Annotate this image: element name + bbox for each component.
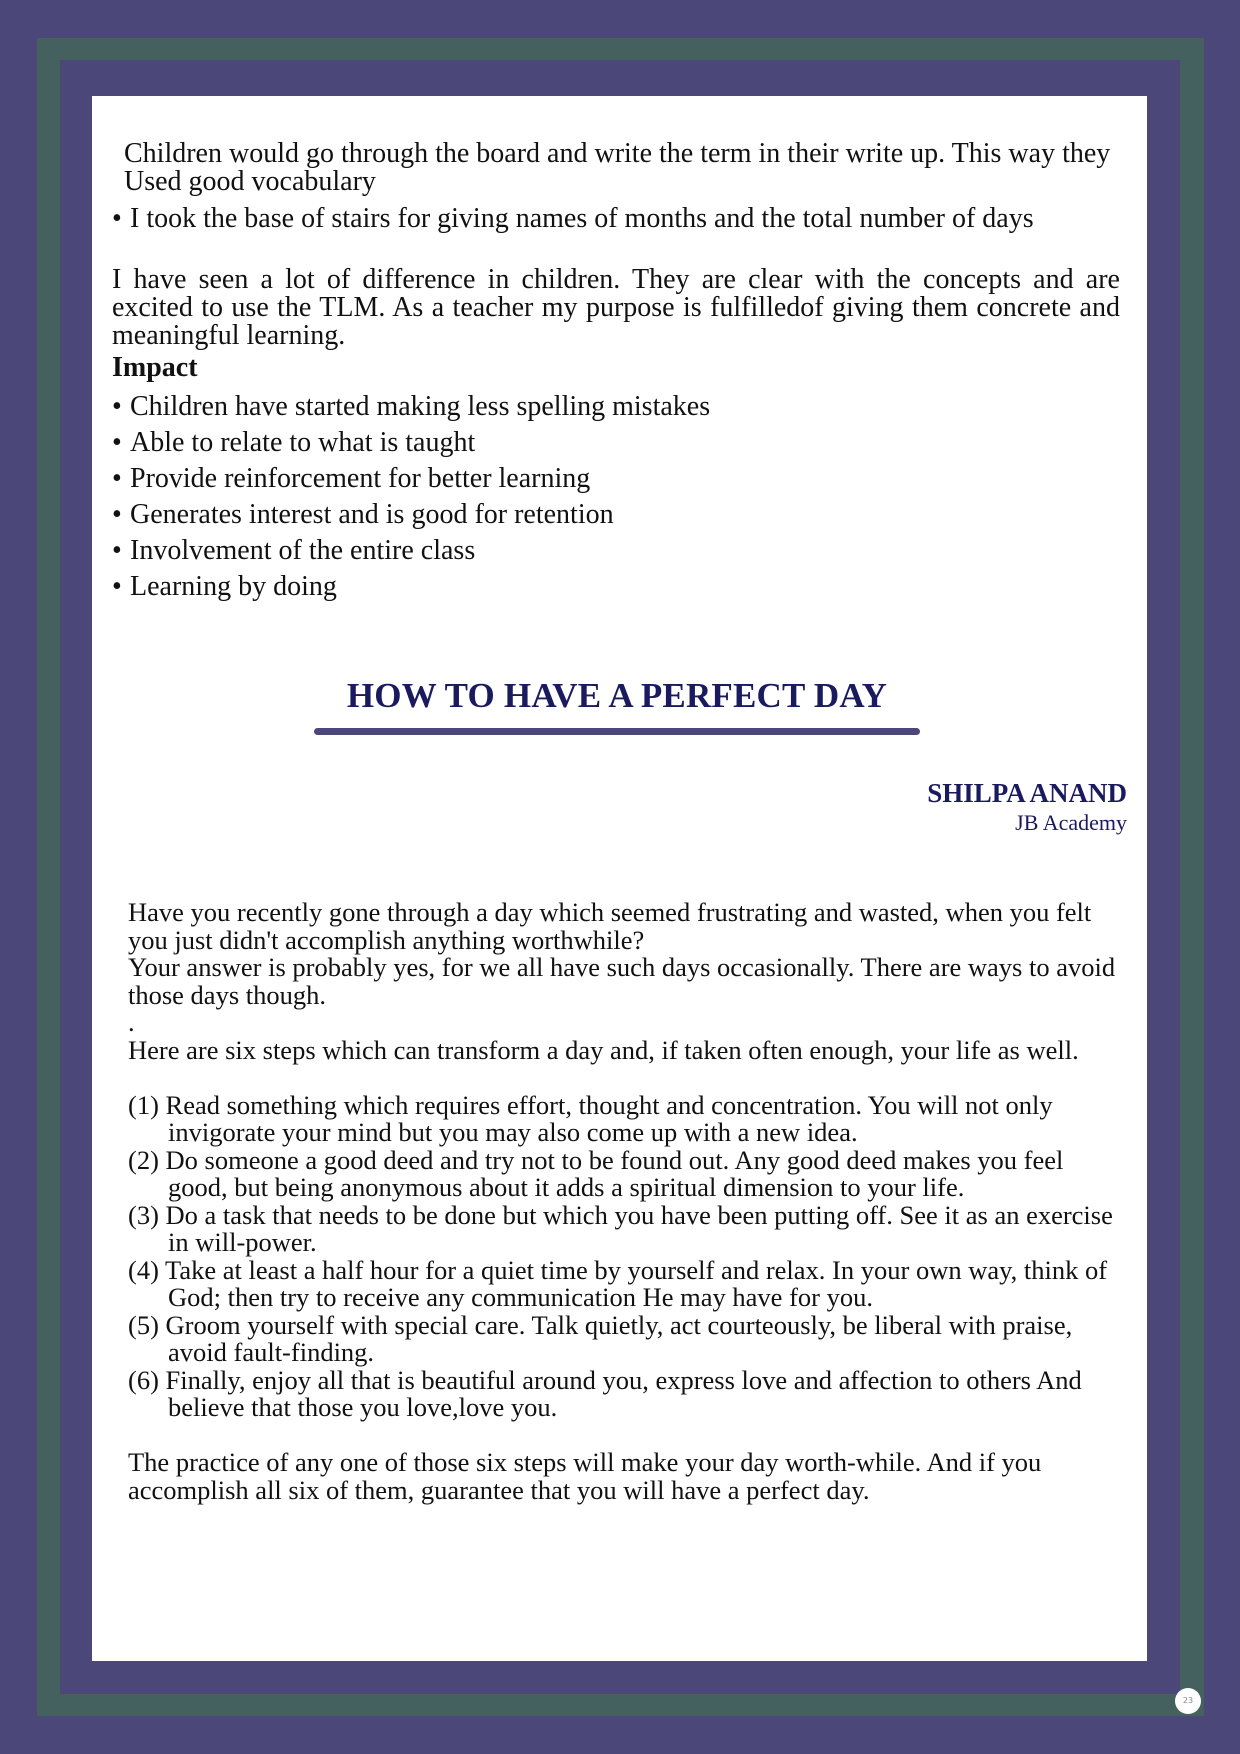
bullet-stairs-text: I took the base of stairs for giving names of months and the total number of days	[130, 203, 1034, 234]
step-item: (4) Take at least a half hour for a quiet time by yourself and relax. In your own way, think of God; then try to receive any communication He may have for you.	[128, 1254, 1108, 1312]
stray-dot: .	[128, 1007, 135, 1037]
impact-item-text: Children have started making less spelling mistakes	[130, 391, 711, 422]
impact-item	[112, 569, 710, 605]
impact-item	[112, 533, 710, 569]
title-underline	[314, 728, 920, 735]
impact-item	[112, 389, 710, 425]
steps-list	[128, 1089, 1128, 1422]
author-name: SHILPA ANAND	[927, 778, 1127, 808]
article-title-wrap	[314, 676, 920, 716]
impact-item-text: Able to relate to what is taught	[130, 427, 476, 458]
article-title: HOW TO HAVE A PERFECT DAY	[346, 676, 888, 715]
step-item: (2) Do someone a good deed and try not to be found out. Any good deed makes you feel good, but being anonymous about it adds a spiritual dimension to your life.	[128, 1144, 1064, 1202]
step-item: (3) Do a task that needs to be done but which you have been putting off. See it as an exercise in will-power.	[128, 1199, 1113, 1257]
paragraph-difference: I have seen a lot of difference in children. They are clear with the concepts and are excited to use the TLM. As a teacher my purpose is fulfilledof giving them concrete and meaningful learning.	[112, 264, 1120, 351]
bullet-icon: •	[112, 499, 122, 530]
impact-item-text: Provide reinforcement for better learning	[130, 463, 591, 494]
author-block	[927, 778, 1127, 838]
step-item: (5) Groom yourself with special care. Talk quietly, act courteously, be liberal with praise, avoid fault-finding.	[128, 1309, 1073, 1367]
author-school: JB Academy	[1015, 810, 1127, 835]
page-number: 23	[1175, 1688, 1201, 1714]
spacer	[128, 1064, 1128, 1092]
article-body	[128, 899, 1128, 1504]
impact-item	[112, 461, 710, 497]
paragraph-vocabulary: Children would go through the board and write the term in their write up. This way they Used good vocabulary	[124, 138, 1111, 197]
intro-paragraph: Have you recently gone through a day which seemed frustrating and wasted, when you felt you just didn't accomplish anything worthwhile?	[128, 897, 1092, 955]
bullet-icon: •	[112, 203, 122, 234]
intro-paragraph: Your answer is probably yes, for we all have such days occasionally. There are ways to avoid those days though.	[128, 952, 1116, 1010]
impact-item-text: Involvement of the entire class	[130, 535, 476, 566]
impact-item-text: Generates interest and is good for retention	[130, 499, 614, 530]
step-item: (6) Finally, enjoy all that is beautiful around you, express love and affection to others And believe that those you love,love you.	[128, 1364, 1082, 1422]
bullet-stairs	[112, 205, 1132, 233]
page-sheet	[92, 96, 1147, 1661]
intro-paragraph: Here are six steps which can transform a day and, if taken often enough, your life as well.	[128, 1034, 1079, 1065]
impact-list	[112, 389, 710, 605]
bullet-icon: •	[112, 571, 122, 602]
page-content	[92, 96, 1147, 1661]
bullet-icon: •	[112, 427, 122, 458]
impact-item	[112, 497, 710, 533]
bullet-icon: •	[112, 391, 122, 422]
impact-item	[112, 425, 710, 461]
step-item: (1) Read something which requires effort, thought and concentration. You will not only invigorate your mind but you may also come up with a new idea.	[128, 1089, 1053, 1147]
bullet-icon: •	[112, 535, 122, 566]
impact-heading: Impact	[112, 352, 198, 383]
conclusion-paragraph: The practice of any one of those six steps will make your day worth-while. And if you accomplish all six of them, guarantee that you will have a perfect day.	[128, 1447, 1042, 1505]
bullet-icon: •	[112, 463, 122, 494]
spacer	[128, 1422, 1128, 1450]
impact-item-text: Learning by doing	[130, 571, 337, 602]
